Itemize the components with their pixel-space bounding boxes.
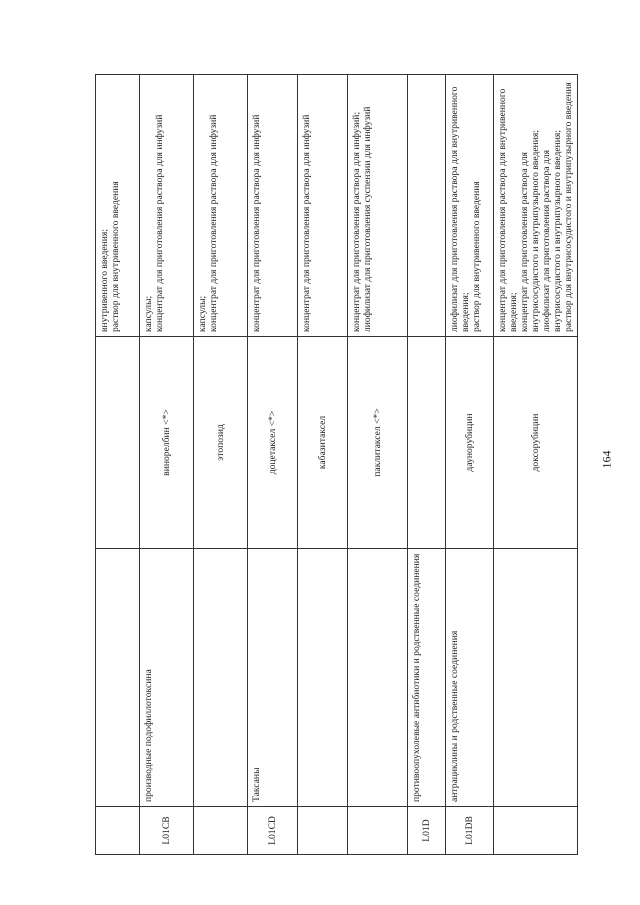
atc-code-cell: L01CB: [140, 807, 194, 855]
dosage-forms-cell: [140, 75, 194, 337]
atc-code-cell: [348, 807, 408, 855]
table-row: [348, 75, 408, 855]
atc-code-cell: L01CD: [248, 807, 298, 855]
atc-code-cell: [298, 807, 348, 855]
table-row: [194, 75, 248, 855]
dosage-form-line: раствор для внутрисосудистого и внутрипузырного введения: [563, 82, 574, 332]
dosage-form-line: концентрат для приготовления раствора для инфузий: [251, 114, 262, 332]
atc-code-cell: [96, 807, 140, 855]
drug-name-cell: винорелбин <*>: [140, 337, 194, 549]
drug-name-cell: даунорубицин: [446, 337, 494, 549]
dosage-form-line: концентрат для приготовления раствора для инфузий: [301, 114, 312, 332]
drug-classification-table: [95, 74, 578, 855]
group-name-cell: [494, 549, 578, 807]
atc-code-cell: [494, 807, 578, 855]
dosage-form-line: капсулы;: [143, 295, 154, 332]
dosage-form-line: внутривенного введения;: [99, 228, 110, 332]
dosage-form-line: концентрат для приготовления раствора для инфузий: [208, 114, 219, 332]
drug-name-cell: паклитаксел <*>: [348, 337, 408, 549]
atc-code-cell: L01DB: [446, 807, 494, 855]
drug-name-cell: [96, 337, 140, 549]
group-name-cell: [348, 549, 408, 807]
table-row: [298, 75, 348, 855]
table-row: [248, 75, 298, 855]
dosage-form-line: лиофилизат для приготовления раствора для внутривенного введения;: [449, 86, 471, 332]
table-row: [96, 75, 140, 855]
dosage-forms-cell: [96, 75, 140, 337]
rotated-table-page: [95, 75, 574, 855]
drug-name-cell: этопозид: [194, 337, 248, 549]
table-row: [140, 75, 194, 855]
group-name-cell: Таксаны: [248, 549, 298, 807]
dosage-form-line: раствор для внутривенного введения: [110, 181, 121, 332]
dosage-forms-cell: [348, 75, 408, 337]
dosage-form-line: лиофилизат для приготовления суспензии для инфузий: [362, 106, 373, 332]
group-name-cell: производные подофиллотоксина: [140, 549, 194, 807]
drug-name-cell: доцетаксел <*>: [248, 337, 298, 549]
dosage-forms-cell: [494, 75, 578, 337]
drug-name-cell: кабазитаксел: [298, 337, 348, 549]
group-name-cell: антрациклины и родственные соединения: [446, 549, 494, 807]
table-row: [494, 75, 578, 855]
table-body: [96, 75, 578, 855]
group-name-cell: [194, 549, 248, 807]
group-name-cell: противоопухолевые антибиотики и родственные соединения: [408, 549, 446, 807]
atc-code-cell: L01D: [408, 807, 446, 855]
page-number: 164: [599, 450, 614, 469]
dosage-forms-cell: [446, 75, 494, 337]
atc-code-cell: [194, 807, 248, 855]
dosage-forms-cell: [408, 75, 446, 337]
dosage-form-line: концентрат для приготовления раствора для внутривенного введения;: [497, 88, 519, 332]
dosage-forms-cell: [298, 75, 348, 337]
dosage-forms-cell: [248, 75, 298, 337]
dosage-forms-cell: [194, 75, 248, 337]
group-name-cell: [96, 549, 140, 807]
group-name-cell: [298, 549, 348, 807]
dosage-form-line: концентрат для приготовления раствора для инфузий;: [351, 111, 362, 332]
dosage-form-line: концентрат для приготовления раствора для инфузий: [154, 114, 165, 332]
drug-name-cell: [408, 337, 446, 549]
table-row: [408, 75, 446, 855]
dosage-form-line: лиофилизат для приготовления раствора для внутрисосудистого и внутрипузырного введения;: [541, 130, 563, 332]
dosage-form-line: капсулы;: [197, 295, 208, 332]
dosage-form-line: концентрат для приготовления раствора для внутрисосудистого и внутрипузырного введения;: [519, 130, 541, 332]
dosage-form-line: раствор для внутривенного введения: [471, 181, 482, 332]
table-row: [446, 75, 494, 855]
drug-name-cell: доксорубицин: [494, 337, 578, 549]
